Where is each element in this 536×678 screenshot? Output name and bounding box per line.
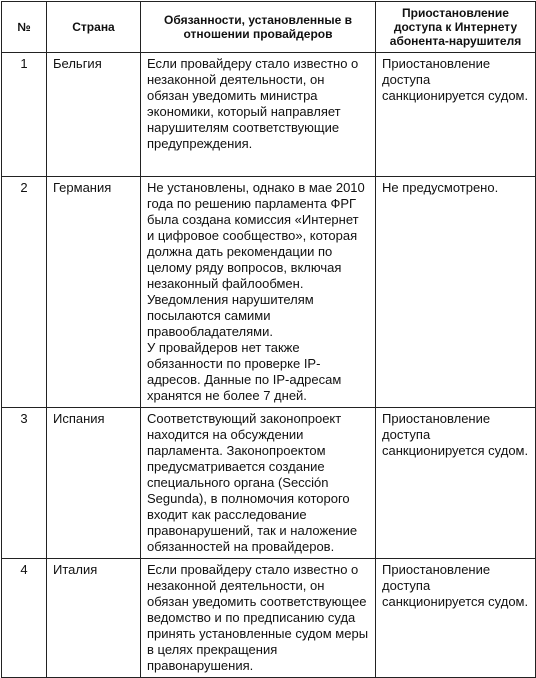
header-country: Страна: [47, 2, 141, 53]
row-country: Германия: [47, 177, 141, 408]
header-num: №: [2, 2, 47, 53]
row-country: Бельгия: [47, 53, 141, 177]
row-suspension: Не предусмотрено.: [376, 177, 536, 408]
row-num: 2: [2, 177, 47, 408]
row-num: 1: [2, 53, 47, 177]
table-row: [2, 408, 536, 559]
row-duties: [141, 559, 376, 678]
header-duties: Обязанности, установленные в отношении провайдеров: [141, 2, 376, 53]
comparison-table: [1, 1, 536, 678]
duties-paragraph: У провайдеров нет также обязанности по проверке IP-адресов. Данные по IP-адресам хранятся не более 7 дней.: [147, 340, 342, 403]
table-row: [2, 177, 536, 408]
duties-paragraph: Соответствующий законопроект находится на обсуждении парламента. Законопроектом предусматривается создание специального органа (Sección Segunda), в полномочия которого входит как расследование правонарушений, так и наложение обязанностей на провайдеров.: [147, 411, 358, 554]
row-num: 3: [2, 408, 47, 559]
row-duties: [141, 177, 376, 408]
duties-paragraph: Если провайдеру стало известно о незаконной деятельности, он обязан уведомить соответствующее ведомство и по предписанию суда принять установленные судом меры в целях прекращения правонарушения.: [147, 562, 369, 673]
duties-paragraph: Уведомления нарушителям посылаются самими правообладателями.: [147, 292, 314, 339]
row-country: Италия: [47, 559, 141, 678]
row-num: 4: [2, 559, 47, 678]
duties-paragraph: Не установлены, однако в мае 2010 года по решению парламента ФРГ была создана комиссия «Интернет и цифровое сообщество», которая должна дать рекомендации по целому ряду вопросов, включая незаконный файлообмен.: [147, 180, 365, 291]
row-suspension: Приостановление доступа санкционируется судом.: [376, 559, 536, 678]
header-row: [2, 2, 536, 53]
row-suspension: Приостановление доступа санкционируется судом.: [376, 53, 536, 177]
row-duties: [141, 408, 376, 559]
row-duties: [141, 53, 376, 177]
duties-paragraph: Если провайдеру стало известно о незаконной деятельности, он обязан уведомить министра экономики, который направляет нарушителям соответствующие предупреждения.: [147, 56, 359, 151]
header-suspension: Приостановление доступа к Интернету абонента-нарушителя: [376, 2, 536, 53]
table-row: [2, 559, 536, 678]
table-row: [2, 53, 536, 177]
row-suspension: Приостановление доступа санкционируется судом.: [376, 408, 536, 559]
row-country: Испания: [47, 408, 141, 559]
